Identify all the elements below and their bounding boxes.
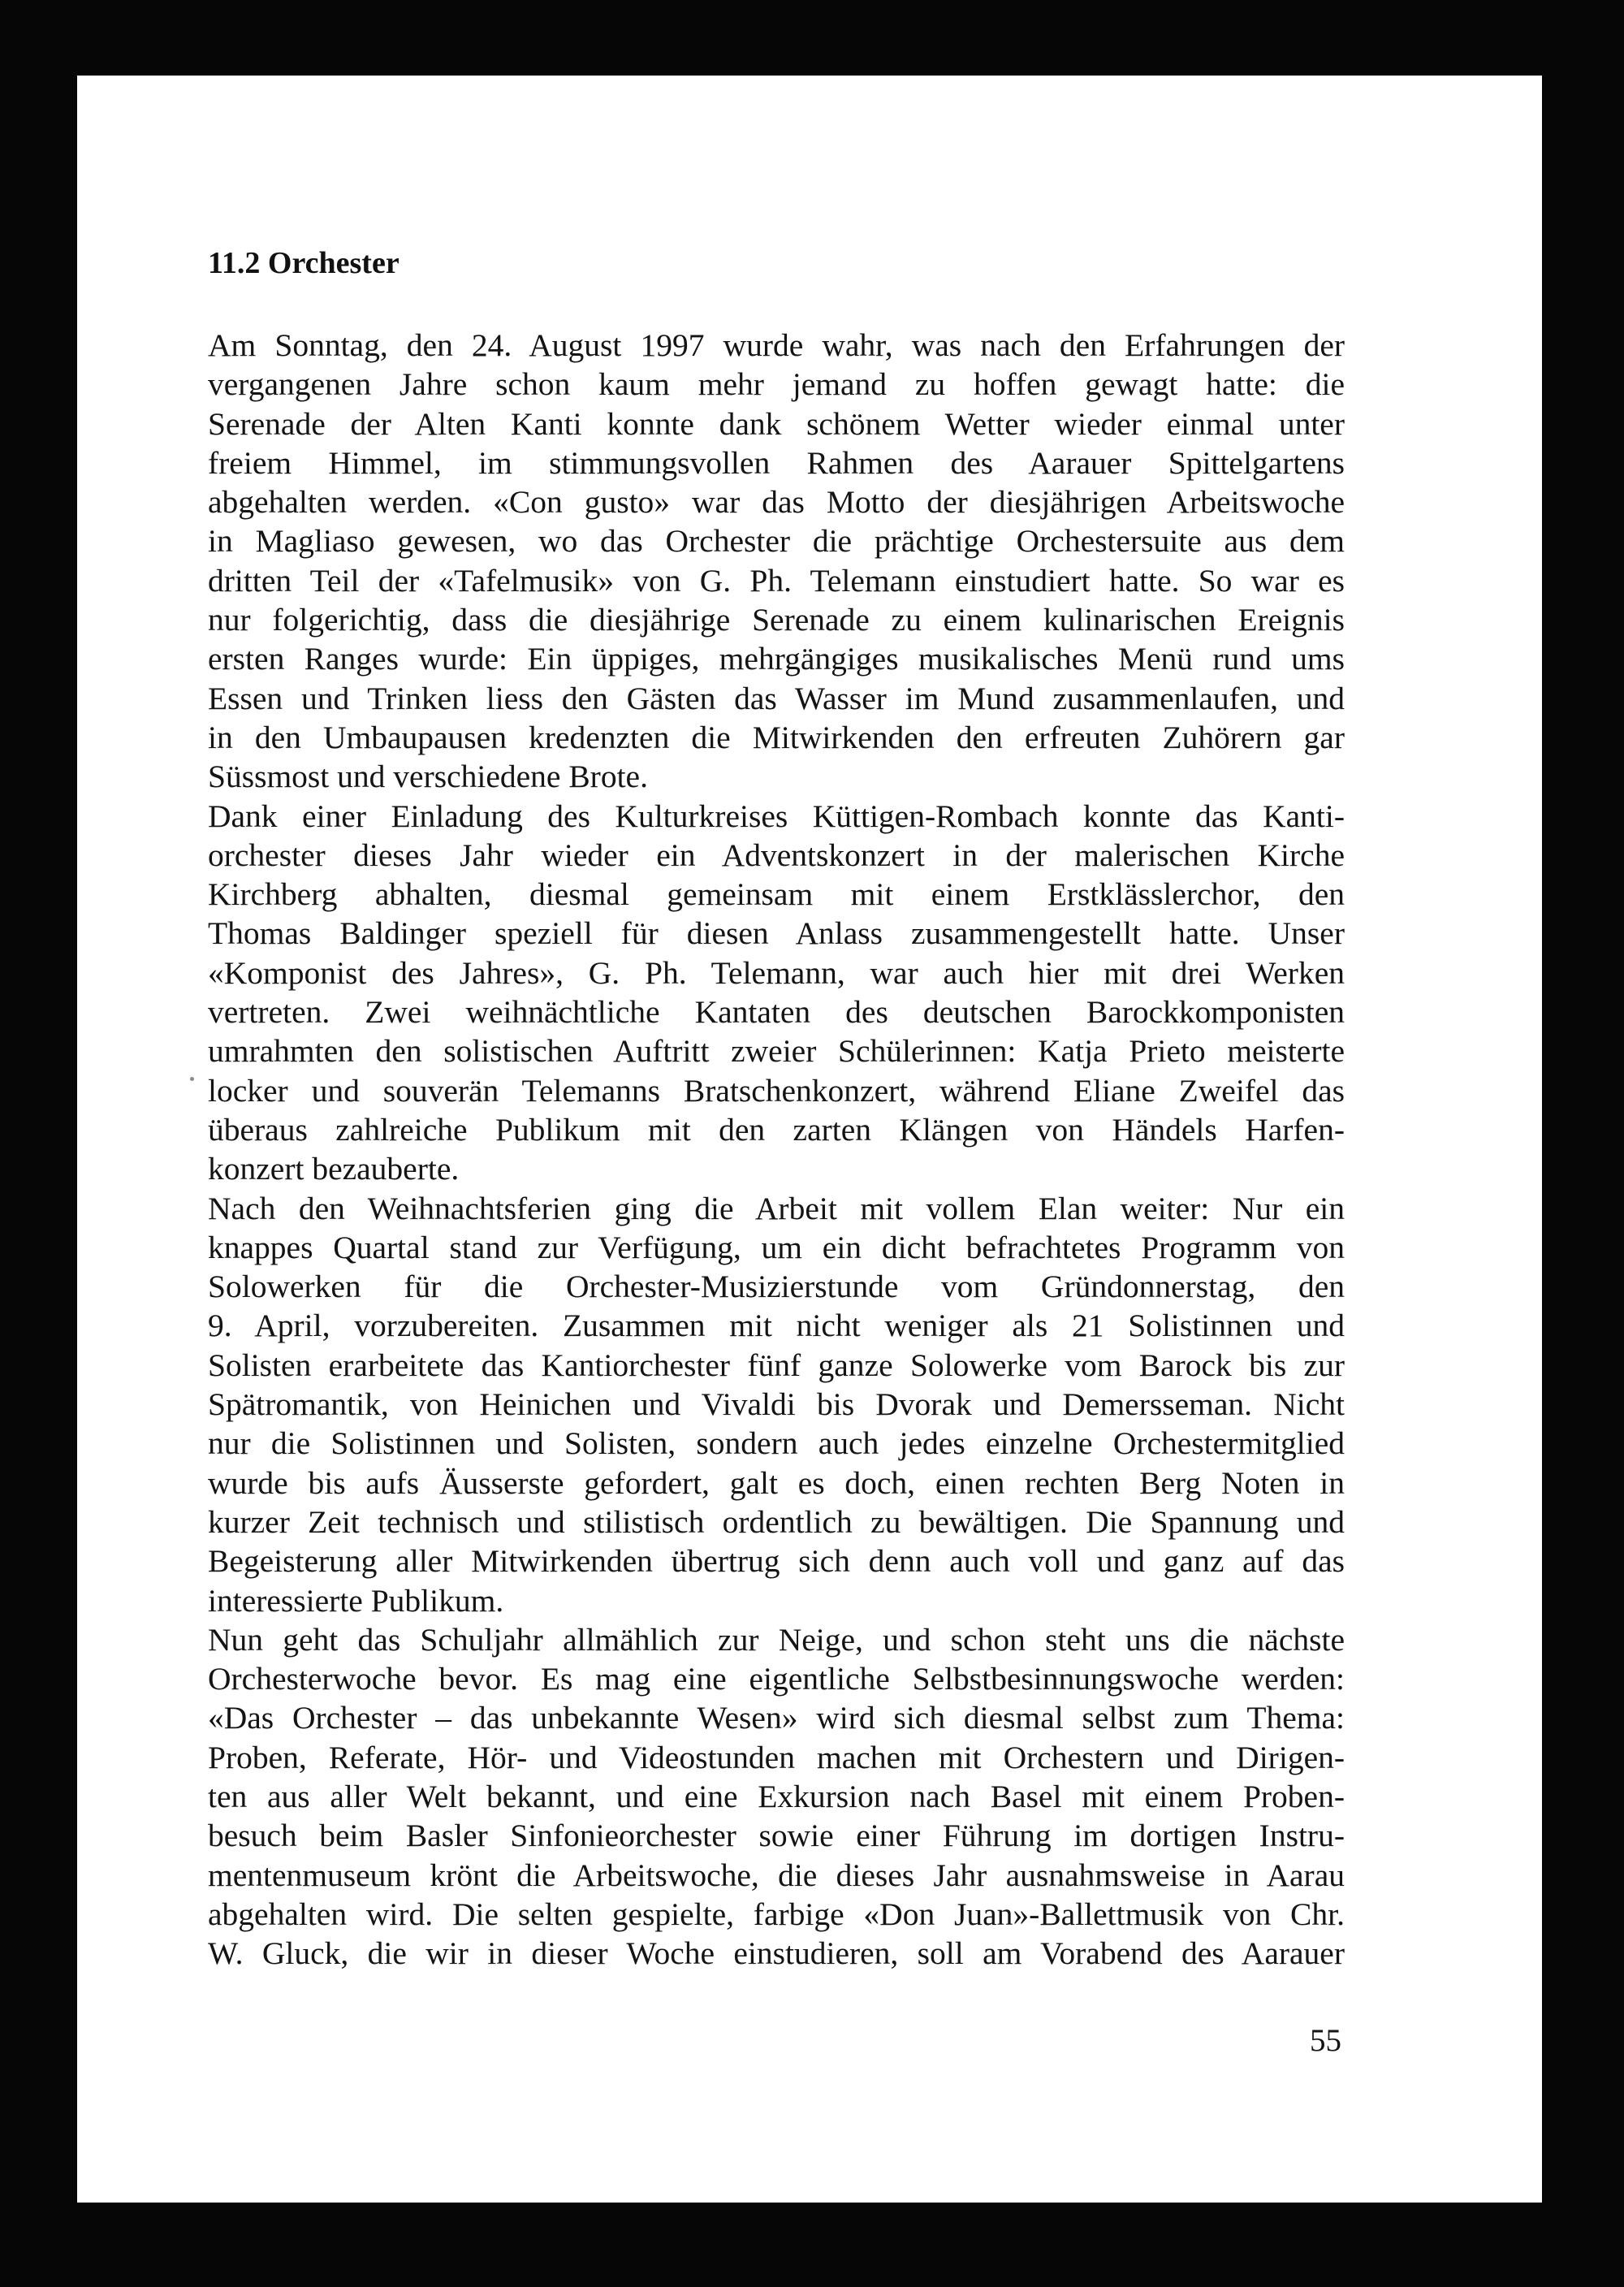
text-line: «Komponist des Jahres», G. Ph. Telemann, war auch hier mit drei Werken: [208, 954, 1345, 991]
text-line: nur folgerichtig, dass die diesjährige Serenade zu einem kulinarischen Ereignis: [208, 602, 1345, 638]
text-line: 9. April, vorzubereiten. Zusammen mit nicht weniger als 21 Solistinnen und: [208, 1308, 1345, 1344]
text-line: abgehalten werden. «Con gusto» war das Motto der diesjährigen Arbeitswoche: [208, 484, 1345, 521]
text-line: konzert bezauberte.: [208, 1151, 460, 1187]
text-line: interessierte Publikum.: [208, 1582, 504, 1619]
paragraph: [208, 1620, 1345, 1974]
text-line: Serenade der Alten Kanti konnte dank schönem Wetter wieder einmal unter: [208, 405, 1345, 442]
page-number: 55: [1310, 2023, 1341, 2058]
text-line: Dank einer Einladung des Kulturkreises Küttigen-Rombach konnte das Kanti-: [208, 798, 1345, 834]
text-line: überaus zahlreiche Publikum mit den zarten Klängen von Händels Harfen-: [208, 1111, 1345, 1148]
text-line: Kirchberg abhalten, diesmal gemeinsam mit einem Erstklässlerchor, den: [208, 876, 1345, 913]
text-line: Solisten erarbeitete das Kantiorchester fünf ganze Solowerke vom Barock bis zur: [208, 1347, 1345, 1383]
text-line: Süssmost und verschiedene Brote.: [208, 759, 648, 795]
text-line: Orchesterwoche bevor. Es mag eine eigentliche Selbstbesinnungswoche werden:: [208, 1661, 1345, 1697]
text-line: Essen und Trinken liess den Gästen das Wasser im Mund zusammenlaufen, und: [208, 680, 1345, 716]
text-line: orchester dieses Jahr wieder ein Adventskonzert in der malerischen Kirche: [208, 837, 1345, 873]
paragraph: [208, 326, 1345, 797]
text-line: freiem Himmel, im stimmungsvollen Rahmen des Aarauer Spittelgartens: [208, 444, 1345, 481]
text-line: Solowerken für die Orchester-Musizierstunde vom Gründonnerstag, den: [208, 1269, 1345, 1305]
text-line: ten aus aller Welt bekannt, und eine Exkursion nach Basel mit einem Proben-: [208, 1778, 1345, 1814]
text-line: nur die Solistinnen und Solisten, sondern auch jedes einzelne Orchestermitglied: [208, 1425, 1345, 1462]
text-line: wurde bis aufs Äusserste gefordert, galt es doch, einen rechten Berg Noten in: [208, 1464, 1345, 1501]
text-line: knappes Quartal stand zur Verfügung, um ein dicht befrachtetes Programm von: [208, 1229, 1345, 1265]
text-line: ersten Ranges wurde: Ein üppiges, mehrgängiges musikalisches Menü rund ums: [208, 641, 1345, 677]
text-line: mentenmuseum krönt die Arbeitswoche, die dieses Jahr ausnahmsweise in Aarau: [208, 1857, 1345, 1893]
text-line: besuch beim Basler Sinfonieorchester sowie einer Führung im dortigen Instru-: [208, 1818, 1345, 1854]
text-line: dritten Teil der «Tafelmusik» von G. Ph. Telemann einstudiert hatte. So war es: [208, 562, 1345, 599]
text-line: Thomas Baldinger speziell für diesen Anlass zusammengestellt hatte. Unser: [208, 915, 1345, 952]
text-line: kurzer Zeit technisch und stilistisch ordentlich zu bewältigen. Die Spannung und: [208, 1503, 1345, 1540]
text-line: Nun geht das Schuljahr allmählich zur Neige, und schon steht uns die nächste: [208, 1621, 1345, 1658]
text-line: Proben, Referate, Hör- und Videostunden machen mit Orchestern und Dirigen-: [208, 1739, 1345, 1775]
text-line: abgehalten wird. Die selten gespielte, farbige «Don Juan»-Ballettmusik von Chr.: [208, 1896, 1345, 1932]
text-line: vertreten. Zwei weihnächtliche Kantaten des deutschen Barockkomponisten: [208, 994, 1345, 1031]
document-page: [77, 76, 1542, 2203]
paragraph: [208, 797, 1345, 1189]
text-line: W. Gluck, die wir in dieser Woche einstudieren, soll am Vorabend des Aarauer: [208, 1935, 1345, 1972]
section-title: 11.2 Orchester: [208, 246, 400, 280]
text-line: in Magliaso gewesen, wo das Orchester die prächtige Orchestersuite aus dem: [208, 523, 1345, 560]
paragraph: [208, 1189, 1345, 1620]
scan-artifact-dot: [190, 1077, 194, 1081]
text-line: vergangenen Jahre schon kaum mehr jemand zu hoffen gewagt hatte: die: [208, 366, 1345, 403]
text-line: Begeisterung aller Mitwirkenden übertrug sich denn auch voll und ganz auf das: [208, 1543, 1345, 1580]
text-line: Spätromantik, von Heinichen und Vivaldi bis Dvorak und Demersseman. Nicht: [208, 1386, 1345, 1423]
text-line: locker und souverän Telemanns Bratschenkonzert, während Eliane Zweifel das: [208, 1072, 1345, 1109]
text-line: Am Sonntag, den 24. August 1997 wurde wahr, was nach den Erfahrungen der: [208, 327, 1345, 363]
text-line: in den Umbaupausen kredenzten die Mitwirkenden den erfreuten Zuhörern gar: [208, 719, 1345, 755]
text-line: «Das Orchester – das unbekannte Wesen» wird sich diesmal selbst zum Thema:: [208, 1700, 1345, 1736]
text-line: umrahmten den solistischen Auftritt zweier Schülerinnen: Katja Prieto meisterte: [208, 1033, 1345, 1070]
body-text: [208, 326, 1345, 1973]
text-line: Nach den Weihnachtsferien ging die Arbeit mit vollem Elan weiter: Nur ein: [208, 1190, 1345, 1226]
